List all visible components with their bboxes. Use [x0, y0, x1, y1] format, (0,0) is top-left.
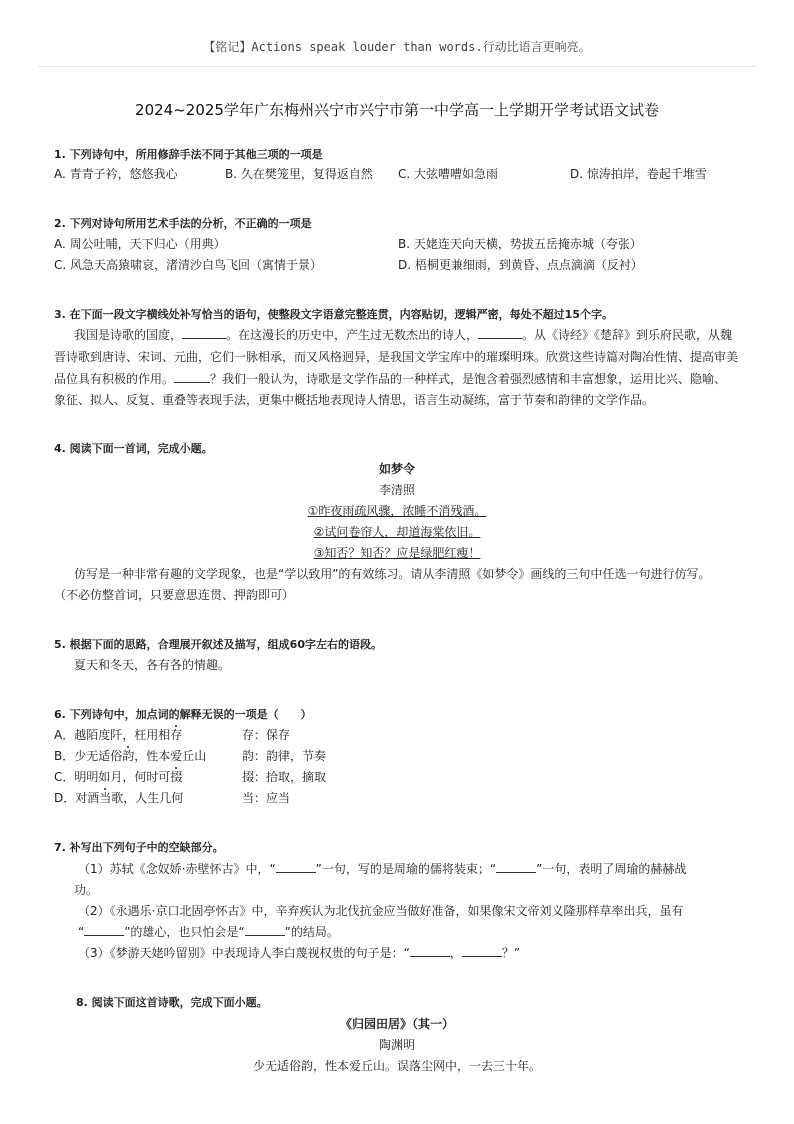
option-text: D．对酒 [54, 791, 100, 805]
answer-blank-5[interactable] [496, 860, 536, 873]
q6-gloss-c: 掇：拾取，摘取 [242, 770, 327, 784]
underlined-line: ③知否？知否？应是绿肥红瘦！ [313, 546, 481, 560]
question-4-stem: 4. 阅读下面一首词，完成小题。 [54, 442, 213, 455]
q3-text: 品位具有积极的作用。 [54, 372, 175, 386]
q3-text: 。从《诗经》《楚辞》到乐府民歌，从魏 [522, 328, 733, 342]
q3-paragraph-line-1 [74, 326, 732, 343]
answer-blank-9[interactable] [462, 944, 502, 957]
q6-gloss-b: 韵：韵律，节奏 [242, 749, 327, 763]
question-3-stem: 3. 在下面一段文字横线处补写恰当的语句，使整段文字语意完整连贯，内容贴切，逻辑严密，每处不超过15个字。 [54, 308, 613, 321]
q1-option-b: B. 久在樊笼里，复得返自然 [225, 167, 373, 181]
answer-blank-7[interactable] [245, 923, 285, 936]
q6-gloss-d: 当：应当 [242, 791, 291, 805]
poem-title: 《归园田居》（其一） [339, 1017, 454, 1031]
question-6-stem: 6. 下列诗句中，加点词的解释无误的一项是（ ） [54, 708, 312, 721]
q7-item-2-line-2 [78, 923, 339, 940]
option-text: 歌，人生几何 [111, 791, 184, 805]
q3-text: ？我们一般认为，诗歌是文学作品的一种样式，是饱含着强烈感情和丰富想象，运用比兴、隐喻、 [210, 372, 727, 386]
q4-task-line-1: 仿写是一种非常有趣的文学现象，也是“学以致用”的有效练习。请从李清照《如梦令》画线的三句中任选一句进行仿写。 [74, 567, 711, 581]
answer-blank-4[interactable] [276, 860, 316, 873]
answer-blank-3[interactable] [174, 370, 210, 383]
q6-gloss-a: 存：保存 [242, 728, 291, 742]
q6-option-c [54, 768, 182, 785]
q7-text: ”一句，写的是周瑜的儒将装束；“ [315, 862, 497, 876]
q7-text: “ [78, 925, 85, 939]
q6-option-d [54, 789, 183, 806]
question-7-stem: 7. 补写出下列句子中的空缺部分。 [54, 841, 224, 854]
option-text: B．少无适俗 [54, 749, 123, 763]
q7-item-2-line-1: （2）《永遇乐·京口北固亭怀古》中，辛弃疾认为北伐抗金应当做好准备，如果像宋文帝刘义隆那样草率出兵，虽有 [78, 904, 684, 918]
poem-author: 陶渊明 [378, 1038, 415, 1052]
option-text: C．明明如月，何时可 [54, 770, 171, 784]
poem-title: 如梦令 [378, 462, 415, 476]
q7-text: （1）苏轼《念奴娇·赤壁怀古》中，“ [78, 862, 276, 876]
underlined-line: ②试问卷帘人，却道海棠依旧。 [313, 525, 481, 539]
q7-text: ？” [501, 946, 521, 960]
q3-paragraph-line-2: 晋诗歌到唐诗、宋词、元曲，它们一脉相承，而又风格迥异，是我国文学宝库中的璀璨明珠。欣赏这些诗篇对陶冶性情、提高审美 [54, 350, 739, 364]
q3-text: 。在这漫长的历史中，产生过无数杰出的诗人， [226, 328, 479, 342]
q7-text: ， [449, 946, 462, 960]
question-2-stem: 2. 下列对诗句所用艺术手法的分析，不正确的一项是 [54, 217, 312, 230]
question-8-stem: 8. 阅读下面这首诗歌，完成下面小题。 [76, 996, 268, 1009]
q7-text: ”的结局。 [284, 925, 339, 939]
q7-item-1-line-2: 功。 [74, 883, 99, 897]
question-1-stem: 1. 下列诗句中，所用修辞手法不同于其他三项的一项是 [54, 148, 323, 161]
poem-line-3 [0, 544, 794, 561]
poem-line-2 [0, 523, 794, 540]
q7-item-1-line-1 [78, 860, 686, 877]
q1-option-a: A. 青青子衿，悠悠我心 [54, 167, 178, 181]
q2-option-b: B. 天姥连天向天横，势拔五岳掩赤城（夸张） [398, 237, 642, 251]
q3-text: 我国是诗歌的国度， [74, 328, 183, 342]
poem-line-1: 少无适俗韵，性本爱丘山。误落尘网中，一去三十年。 [252, 1059, 541, 1073]
underlined-line: ①昨夜雨疏风骤，浓睡不消残酒。 [307, 504, 487, 518]
exam-title: 2024~2025学年广东梅州兴宁市兴宁市第一中学高一上学期开学考试语文试卷 [135, 101, 659, 119]
q3-paragraph-line-4: 象征、拟人、反复、重叠等表现手法，更集中概括地表现诗人情思，语言生动凝练，富于节奏和韵律的文学作品。 [54, 393, 655, 407]
q2-option-d: D. 梧桐更兼细雨，到黄昏、点点滴滴（反衬） [398, 258, 643, 272]
poem-author: 李清照 [378, 483, 415, 497]
q5-prompt: 夏天和冬天，各有各的情趣。 [74, 658, 231, 672]
dotted-character: 当 [99, 791, 112, 805]
answer-blank-8[interactable] [410, 944, 450, 957]
q7-text: （3）《梦游天姥吟留别》中表现诗人李白蔑视权贵的句子是：“ [78, 946, 410, 960]
dotted-character: 韵 [122, 749, 135, 763]
dotted-character: 存 [170, 728, 183, 742]
q2-option-c: C. 风急天高猿啸哀，渚清沙白鸟飞回（寓情于景） [54, 258, 323, 272]
q7-text: ”的雄心，也只怕会是“ [124, 925, 245, 939]
option-text: A．越陌度阡，枉用相 [54, 728, 171, 742]
q1-option-d: D. 惊涛拍岸，卷起千堆雪 [570, 167, 707, 181]
q4-task-line-2: （不必仿整首词，只要意思连贯、押韵即可） [54, 588, 295, 602]
q2-option-a: A. 周公吐哺，天下归心（用典） [54, 237, 226, 251]
dotted-character: 掇 [170, 770, 183, 784]
q1-option-c: C. 大弦嘈嘈如急雨 [398, 167, 499, 181]
q6-option-b [54, 747, 206, 764]
q3-paragraph-line-3 [54, 370, 726, 387]
option-text: ，性本爱丘山 [134, 749, 207, 763]
q7-item-3 [78, 944, 520, 961]
question-5-stem: 5. 根据下面的思路，合理展开叙述及描写，组成60字左右的语段。 [54, 638, 382, 651]
q7-text: ”一句，表明了周瑜的赫赫战 [536, 862, 687, 876]
page-motto: 【铭记】Actions speak louder than words.行动比语言更响亮。 [203, 40, 591, 54]
answer-blank-2[interactable] [478, 326, 522, 339]
q6-option-a [54, 726, 182, 743]
answer-blank-1[interactable] [182, 326, 226, 339]
answer-blank-6[interactable] [84, 923, 124, 936]
header-divider [38, 66, 756, 67]
poem-line-1 [0, 502, 794, 519]
